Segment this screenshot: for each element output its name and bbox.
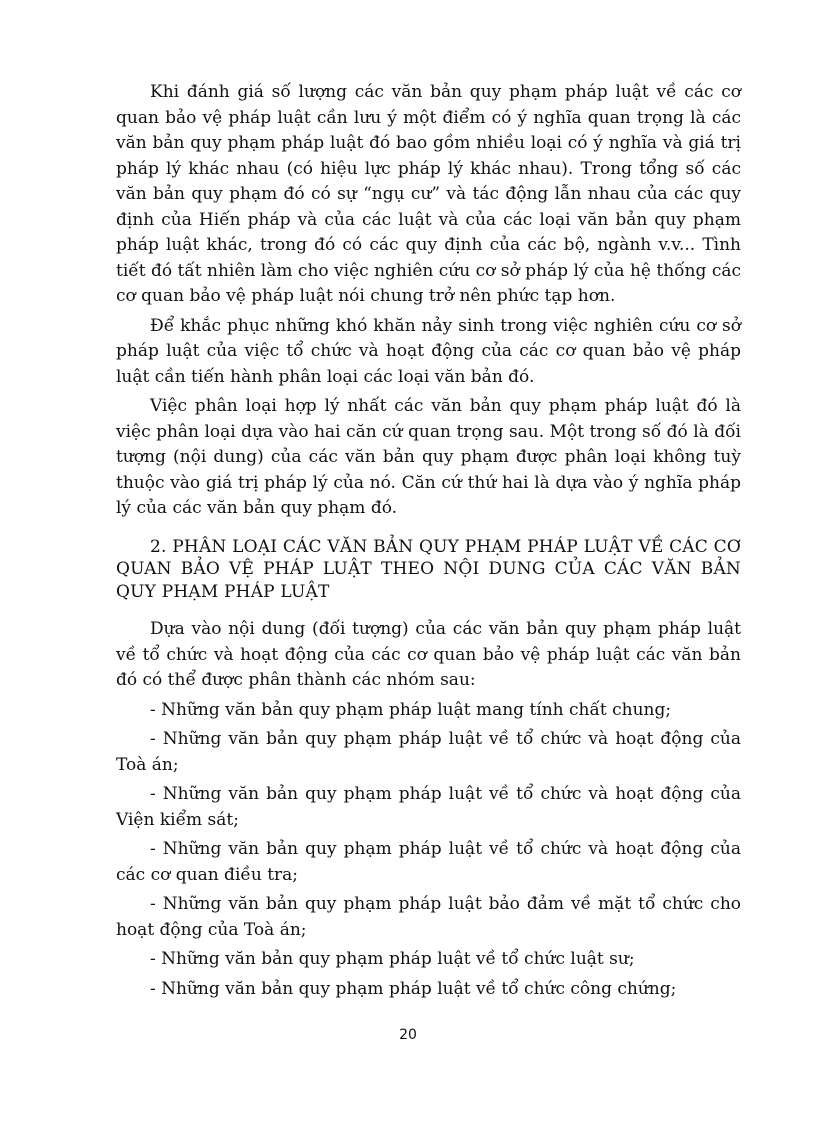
list-item: - Những văn bản quy phạm pháp luật về tổ chức và hoạt động của Toà án;	[116, 729, 741, 775]
list-item: - Những văn bản quy phạm pháp luật bảo đảm về mặt tổ chức cho hoạt động của Toà án;	[116, 894, 741, 940]
section-heading: 2. PHÂN LOẠI CÁC VĂN BẢN QUY PHẠM PHÁP LUẬT VỀ CÁC CƠ QUAN BẢO VỆ PHÁP LUẬT THEO NỘI DUNG CỦA CÁC VĂN BẢN QUY PHẠM PHÁP LUẬT	[116, 536, 741, 602]
list-item: - Những văn bản quy phạm pháp luật về tổ chức công chứng;	[150, 978, 677, 999]
paragraph: Khi đánh giá số lượng các văn bản quy phạm pháp luật về các cơ quan bảo vệ pháp luật cần lưu ý một điểm có ý nghĩa quan trọng là các văn bản quy phạm pháp luật đó bao gồm nhiều loại có ý nghĩa và giá trị pháp lý khác nhau (có hiệu lực pháp lý khác nhau). Trong tổng số các văn bản quy phạm đó có sự “ngụ cư” và tác động lẫn nhau của các quy định của Hiến pháp và của các luật và của các loại văn bản quy phạm pháp luật khác, trong đó có các quy định của các bộ, ngành v.v... Tình tiết đó tất nhiên làm cho việc nghiên cứu cơ sở pháp lý của hệ thống các cơ quan bảo vệ pháp luật nói chung trở nên phức tạp hơn.	[116, 82, 741, 306]
classification-list	[116, 698, 741, 1003]
list-item: - Những văn bản quy phạm pháp luật về tổ chức luật sư;	[150, 949, 635, 969]
page-number: 20	[399, 1027, 417, 1043]
list-item: - Những văn bản quy phạm pháp luật về tổ chức và hoạt động của Viện kiểm sát;	[116, 784, 741, 830]
intro-paragraph: Dựa vào nội dung (đối tượng) của các văn bản quy phạm pháp luật về tổ chức và hoạt động của các cơ quan bảo vệ pháp luật các văn bản đó có thể được phân thành các nhóm sau:	[116, 619, 741, 690]
document-page	[116, 80, 741, 1006]
list-item: - Những văn bản quy phạm pháp luật về tổ chức và hoạt động của các cơ quan điều tra;	[116, 839, 741, 885]
list-item: - Những văn bản quy phạm pháp luật mang tính chất chung;	[150, 699, 672, 720]
paragraph: Để khắc phục những khó khăn nảy sinh trong việc nghiên cứu cơ sở pháp luật của việc tổ chức và hoạt động của các cơ quan bảo vệ pháp luật cần tiến hành phân loại các loại văn bản đó.	[116, 315, 741, 387]
paragraph: Việc phân loại hợp lý nhất các văn bản quy phạm pháp luật đó là việc phân loại dựa vào hai căn cứ quan trọng sau. Một trong số đó là đối tượng (nội dung) của các văn bản quy phạm được phân loại không tuỳ thuộc vào giá trị pháp lý của nó. Căn cứ thứ hai là dựa vào ý nghĩa pháp lý của các văn bản quy phạm đó.	[116, 396, 741, 518]
